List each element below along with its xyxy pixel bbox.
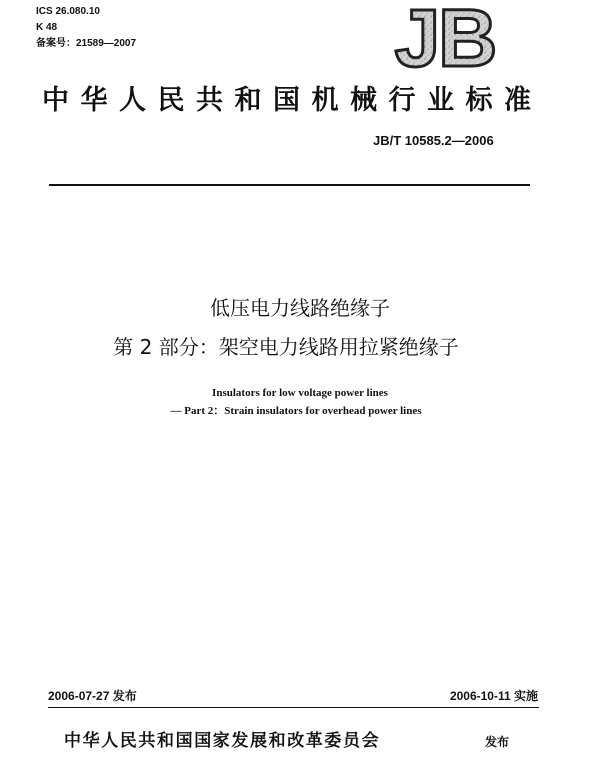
ics-code: ICS 26.080.10 (36, 6, 100, 17)
record-number: 备案号：21589—2007 (36, 38, 137, 49)
header-divider (49, 184, 530, 186)
title-chinese-line-2: 第 2 部分：架空电力线路用拉紧绝缘子 (113, 335, 459, 359)
title-english-line-2: — Part 2：Strain insulators for overhead power lines (170, 405, 422, 417)
jb-logo (382, 4, 508, 76)
standard-number: JB/T 10585.2—2006 (373, 133, 494, 148)
logo-text: JB (394, 4, 496, 76)
standard-type: 中华人民共和国机械行业标准 (42, 85, 543, 116)
title-chinese-line-1: 低压电力线路绝缘子 (210, 296, 390, 320)
title-english-line-1: Insulators for low voltage power lines (212, 387, 388, 399)
classification-code: K 48 (36, 22, 58, 33)
issue-date: 2006-07-27 发布 (48, 689, 137, 703)
implementation-date: 2006-10-11 实施 (449, 689, 538, 703)
issuer-suffix: 发布 (485, 735, 510, 749)
footer-divider (48, 707, 539, 708)
issuing-authority: 中华人民共和国国家发展和改革委员会 (64, 731, 381, 751)
